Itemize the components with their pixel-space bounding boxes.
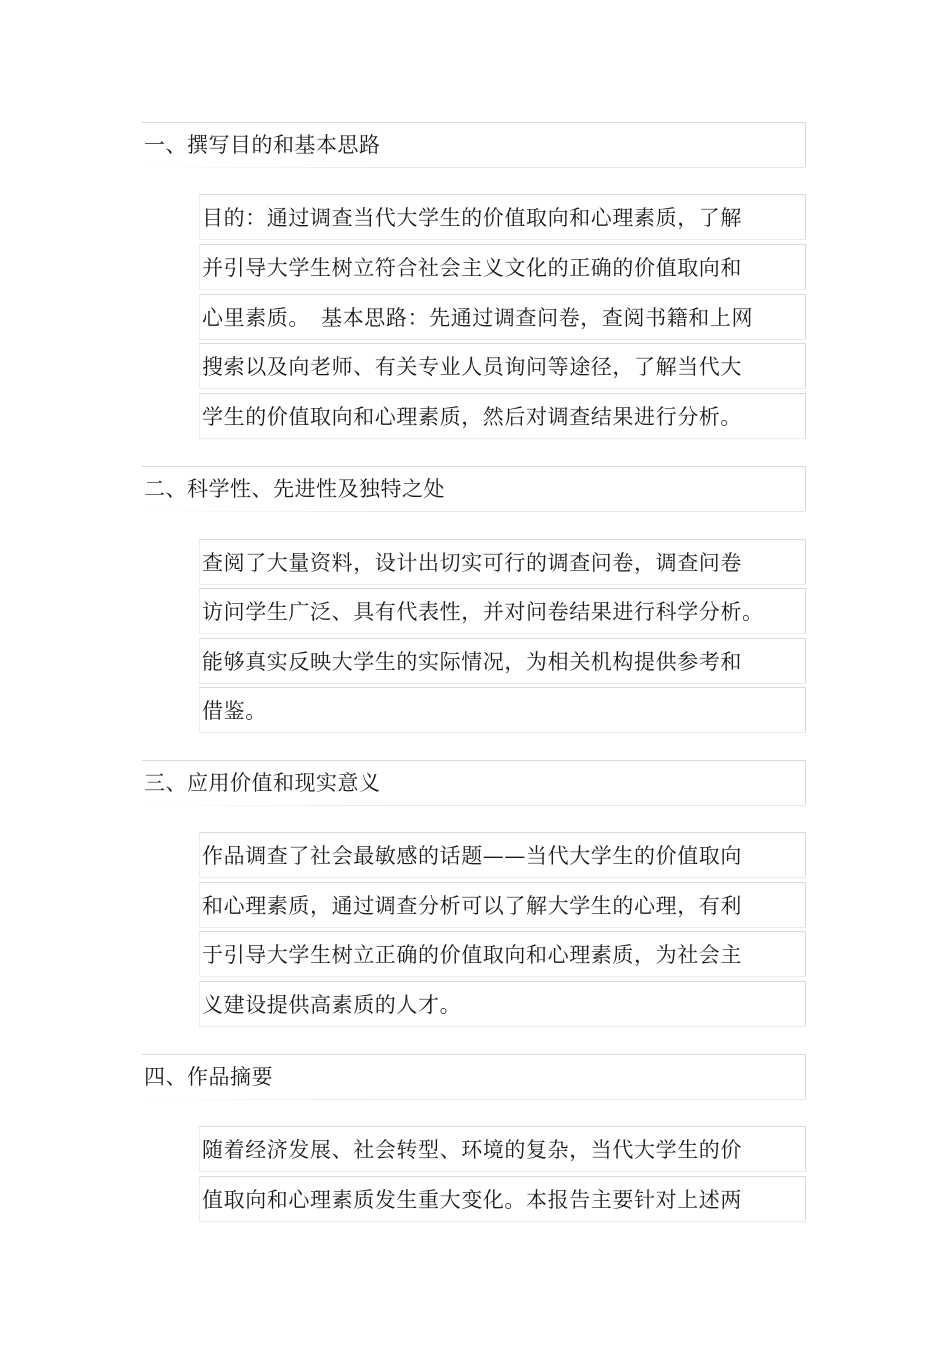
paragraph-line [199, 882, 806, 928]
paragraph-line-text: 目的：通过调查当代大学生的价值取向和心理素质，了解 [202, 206, 742, 230]
section-heading-row [142, 760, 806, 805]
paragraph-line [199, 244, 806, 290]
paragraph-line-text: 借鉴。 [202, 699, 267, 723]
paragraph-line [199, 294, 806, 340]
section-heading-row [142, 1054, 806, 1099]
section-heading: 四、作品摘要 [144, 1065, 273, 1089]
paragraph-line [199, 931, 806, 977]
paragraph-line [199, 1126, 806, 1172]
paragraph-line [199, 393, 806, 439]
paragraph-line [199, 194, 806, 240]
paragraph-line-text: 心里素质。 基本思路：先通过调查问卷，查阅书籍和上网 [202, 306, 754, 330]
paragraph-line-text: 值取向和心理素质发生重大变化。本报告主要针对上述两 [202, 1188, 742, 1212]
paragraph-line [199, 343, 806, 389]
paragraph-line [199, 981, 806, 1027]
paragraph-line [199, 588, 806, 634]
paragraph-line-text: 查阅了大量资料，设计出切实可行的调查问卷，调查问卷 [202, 551, 742, 575]
paragraph-line [199, 539, 806, 585]
section-heading: 三、应用价值和现实意义 [144, 771, 381, 795]
paragraph-line [199, 1176, 806, 1222]
paragraph-line-text: 于引导大学生树立正确的价值取向和心理素质，为社会主 [202, 943, 742, 967]
paragraph-line-text: 并引导大学生树立符合社会主义文化的正确的价值取向和 [202, 256, 742, 280]
section-heading-row [142, 466, 806, 511]
paragraph-line-text: 访问学生广泛、具有代表性，并对问卷结果进行科学分析。 [202, 600, 764, 624]
paragraph-line [199, 832, 806, 878]
paragraph-line-text: 义建设提供高素质的人才。 [202, 993, 462, 1017]
section-heading: 一、撰写目的和基本思路 [144, 133, 381, 157]
paragraph-line-text: 作品调查了社会最敏感的话题——当代大学生的价值取向 [202, 844, 742, 868]
paragraph-line [199, 638, 806, 684]
paragraph-line-text: 能够真实反映大学生的实际情况，为相关机构提供参考和 [202, 650, 742, 674]
section-heading-row [142, 122, 806, 167]
section-heading: 二、科学性、先进性及独特之处 [144, 477, 445, 501]
paragraph-line-text: 搜索以及向老师、有关专业人员询问等途径，了解当代大 [202, 355, 742, 379]
paragraph-line-text: 学生的价值取向和心理素质，然后对调查结果进行分析。 [202, 405, 742, 429]
paragraph-line-text: 和心理素质，通过调查分析可以了解大学生的心理，有利 [202, 894, 742, 918]
paragraph-line [199, 687, 806, 733]
paragraph-line-text: 随着经济发展、社会转型、环境的复杂，当代大学生的价 [202, 1138, 742, 1162]
